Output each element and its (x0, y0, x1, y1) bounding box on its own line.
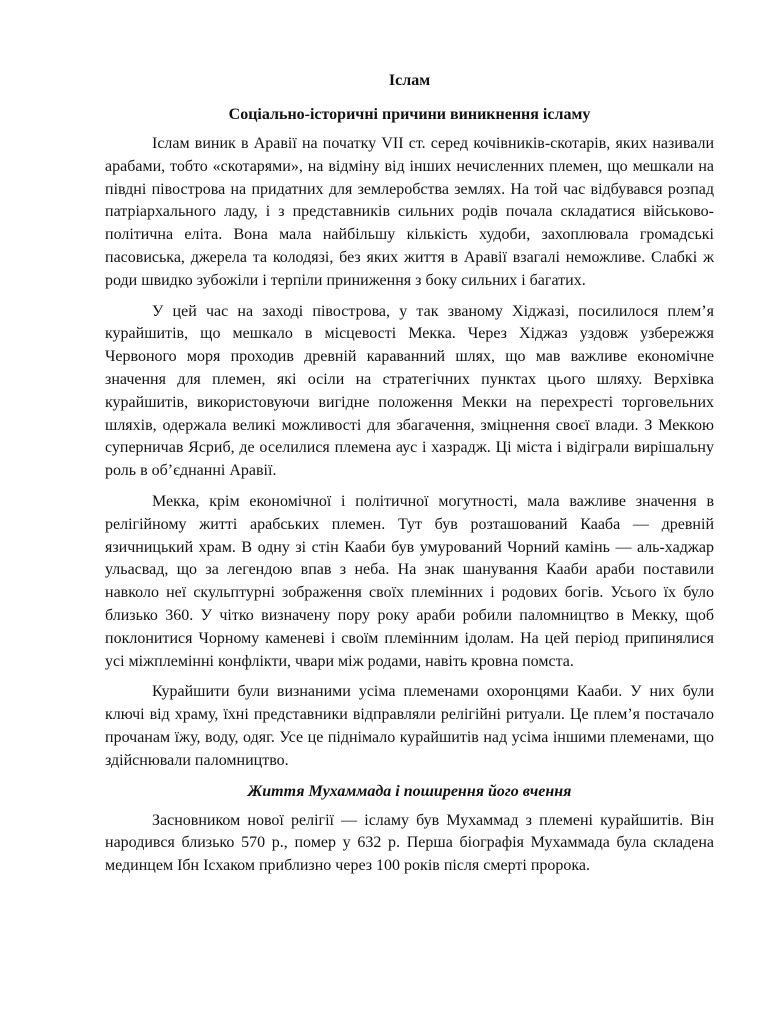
section-heading-origins: Соціально-історичні причини виникнення ісламу (228, 106, 591, 123)
paragraph: Мекка, крім економічної і політичної могутності, мала важливе значення в релігійному житті арабських племен. Тут був розташований Кааба — древній язичницький храм. В одну зі стін Кааби був умурований Чорний камінь — аль-хаджар ульасвад, що за легендою впав з неба. На знак шанування Кааби араби поставили навколо неї скульптурні зображення своїх племінних і родових богів. Усього їх було близько 360. У чітко визначену пору року араби робили паломництво в Мекку, щоб поклонитися Чорному каменеві і своїм племінним ідолам. На цей період припинялися усі міжплемінні конфлікти, чвари між родами, навіть кровна помста. (105, 492, 714, 670)
document-title: Іслам (388, 72, 431, 89)
paragraph: Іслам виник в Аравії на початку VII ст. серед кочівників-скотарів, яких називали арабами, тобто «скотарями», на відміну від інших нечисленних племен, що мешкали на півдні півострова на придатних для землеробства землях. На той час відбувався розпад патріархального ладу, і з представників сильних родів почала складатися військово-політична еліта. Вона мала найбільшу кількість худоби, захоплювала громадські пасовиська, джерела та колодязі, без яких життя в Аравії взагалі неможливе. Слабкі ж роди швидко зубожіли і терпіли приниження з боку сильних і багатих. (105, 135, 714, 289)
paragraph: Курайшити були визнаними усіма племенами охоронцями Кааби. У них були ключі від храму, їхні представники відправляли релігійні ритуали. Це плем’я постачало прочанам їжу, воду, одяг. Усе це піднімало курайшитів над усіма іншими племенами, що здійснювали паломництво. (105, 683, 714, 769)
section-heading-muhammad: Життя Мухаммада і поширення його вчення (247, 782, 572, 800)
paragraph: У цей час на заході півострова, у так званому Хіджазі, посилилося плем’я курайшитів, що мешкало в місцевості Мекка. Через Хіджаз уздовж узбережжя Червоного моря проходив древній караванний шлях, що мав важливе економічне значення для племен, які осіли на стратегічних пунктах цього шляху. Верхівка курайшитів, використовуючи вигідне положення Мекки на перехресті торговельних шляхів, одержала великі можливості для збагачення, зміцнення своєї влади. З Меккою суперничав Ясриб, де оселилися племена аус і хазрадж. Ці міста і відіграли вирішальну роль в об’єднанні Аравії. (105, 302, 714, 480)
paragraph: Засновником нової релігії — ісламу був Мухаммад з племені курайшитів. Він народився близько 570 р., помер у 632 р. Перша біографія Мухаммада була складена мединцем Ібн Ісхаком приблизно через 100 років після смерті пророка. (105, 811, 714, 875)
